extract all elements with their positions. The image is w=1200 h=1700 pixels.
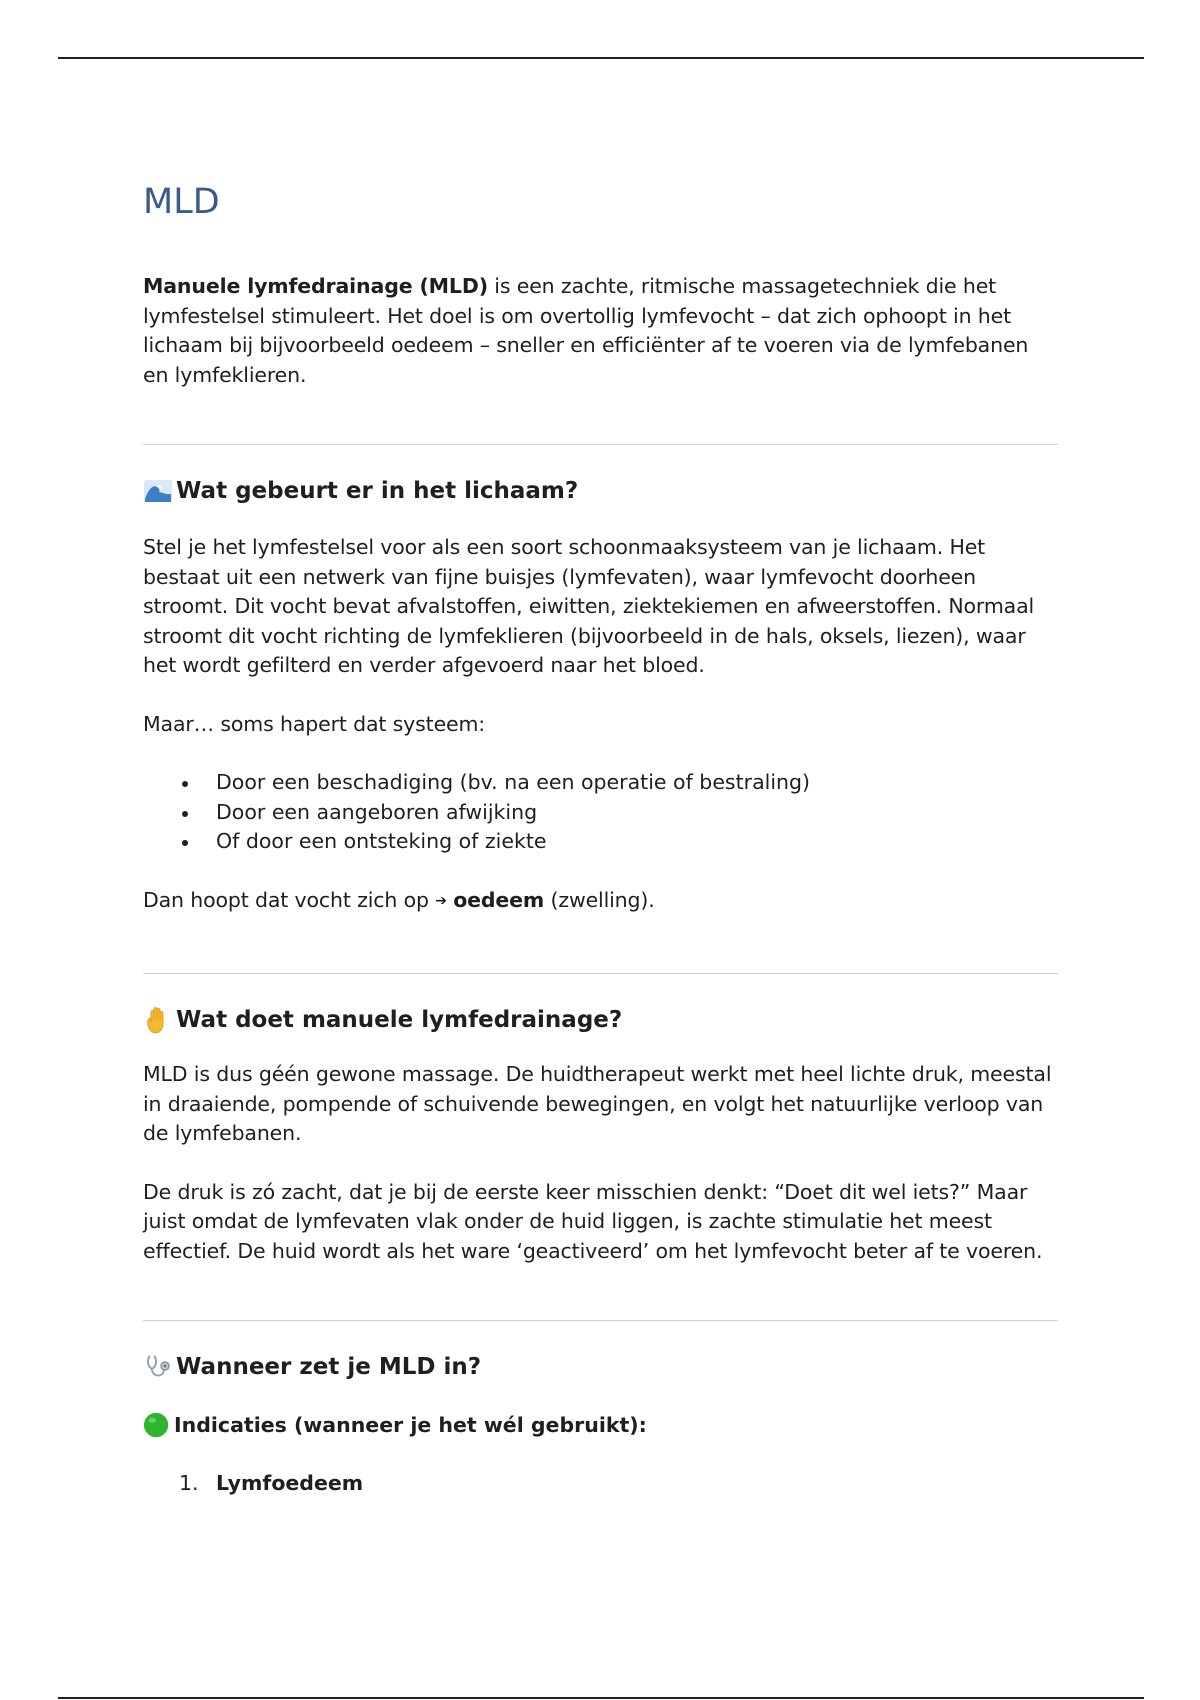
section-heading-text: Wat doet manuele lymfedrainage? — [176, 1007, 623, 1033]
section-divider — [143, 973, 1058, 974]
section-divider — [143, 444, 1058, 445]
list-item: Door een aangeboren afwijking — [143, 798, 1058, 828]
arrow-right-icon: ➔ — [435, 892, 447, 909]
list-item: Of door een ontsteking of ziekte — [143, 827, 1058, 857]
list-number: 1. — [179, 1471, 199, 1495]
indications-list — [143, 1468, 1058, 1498]
intro-term: Manuele lymfedrainage (MLD) — [143, 274, 488, 298]
intro-text: is een zachte, ritmische massagetechniek die het lymfestelsel stimuleert. Het doel is om overtollig lymfevocht – dat zich ophoopt in het lichaam bij bijvoorbeeld oedeem – sneller en efficiënter af te voeren via de lymfebanen en lymfeklieren. — [143, 274, 1029, 387]
intro-paragraph — [143, 272, 1058, 390]
page-title: MLD — [143, 182, 220, 222]
document-body — [143, 180, 1058, 1498]
body-paragraph: Stel je het lymfestelsel voor als een soort schoonmaaksysteem van je lichaam. Het bestaat uit een netwerk van fijne buisjes (lymfevaten), waar lymfevocht doorheen stroomt. Dit vocht bevat afvalstoffen, eiwitten, ziektekiemen en afweerstoffen. Normaal stroomt dit vocht richting de lymfeklieren (bijvoorbeeld in de hals, oksels, liezen), waar het wordt gefilterd en verder afgevoerd naar het bloed. — [143, 535, 1035, 677]
wave-emoji-icon — [143, 477, 173, 505]
subheading-text: Indicaties (wanneer je het wél gebruikt): — [174, 1413, 647, 1437]
list-item — [143, 1468, 1058, 1498]
section-heading-body — [143, 475, 1058, 507]
list-item-text: Lymfoedeem — [216, 1471, 364, 1495]
section-heading-mld — [143, 1004, 1058, 1036]
section-heading-text: Wat gebeurt er in het lichaam? — [176, 478, 579, 504]
page-top-rule — [58, 57, 1144, 59]
section-heading-text: Wanneer zet je MLD in? — [176, 1354, 482, 1380]
body-paragraph: MLD is dus géén gewone massage. De huidtherapeut werkt met heel lichte druk, meestal in draaiende, pompende of schuivende bewegingen, en volgt het natuurlijke verloop van de lymfebanen. — [143, 1062, 1052, 1145]
section-heading-when — [143, 1351, 1058, 1383]
green-circle-emoji-icon — [143, 1411, 171, 1439]
conclusion-suffix: (zwelling). — [544, 887, 655, 912]
body-paragraph: De druk is zó zacht, dat je bij de eerste keer misschien denkt: “Doet dit wel iets?” Maar juist omdat de lymfevaten vlak onder de huid liggen, is zachte stimulatie het meest effectief. De huid wordt als het ware ‘geactiveerd’ om het lymfevocht beter af te voeren. — [143, 1179, 1043, 1263]
page-bottom-rule — [58, 1697, 1144, 1699]
list-item: Door een beschadiging (bv. na een operatie of bestraling) — [143, 768, 1058, 798]
conclusion-prefix: Dan hoopt dat vocht zich op — [143, 887, 436, 912]
indications-subheading — [143, 1410, 1058, 1440]
body-paragraph: Maar… soms hapert dat systeem: — [143, 711, 486, 736]
stethoscope-emoji-icon — [143, 1353, 173, 1381]
conclusion-paragraph — [143, 886, 1058, 919]
section-divider — [143, 1320, 1058, 1321]
conclusion-term: oedeem — [453, 887, 545, 912]
raised-hand-emoji-icon — [143, 1006, 173, 1034]
cause-list — [143, 768, 1058, 857]
